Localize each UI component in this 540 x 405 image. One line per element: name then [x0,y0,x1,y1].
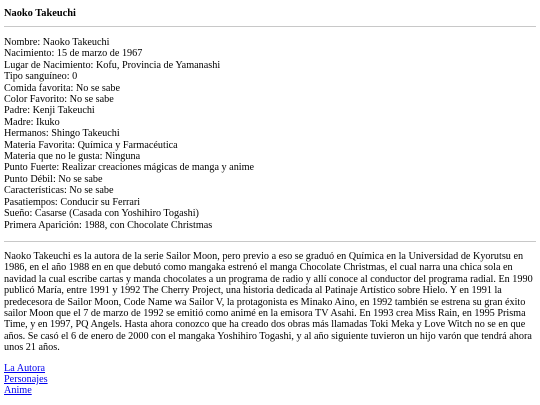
profile-list [4,37,536,231]
profile-label: Primera Aparición: [4,219,82,231]
profile-item [4,48,536,59]
profile-label: Color Favorito: [4,94,68,106]
profile-item [4,83,536,94]
profile-item [4,151,536,162]
profile-value: No se sabe [69,94,114,106]
profile-value: No se sabe [58,173,103,185]
profile-label: Materia Favorita: [4,139,76,151]
profile-label: Madre: [4,116,34,128]
profile-label: Sueño: [4,208,33,220]
profile-value: Naoko Takeuchi [42,37,110,48]
profile-label: Nombre: [4,37,41,48]
profile-label: Tipo sanguíneo: [4,71,70,83]
profile-label: Comida favorita: [4,82,74,94]
profile-label: Características: [4,185,67,197]
profile-item [4,185,536,196]
profile-value: Realizar creaciones mágicas de manga y anime [61,162,255,174]
biography-text: Naoko Takeuchi es la autora de la serie Sailor Moon, pero previo a eso se graduó en Química en la Universidad de Kyorutsu en 1986, en el año 1988 en en que debutó como mangaka estrenó el manga Chocolate Christmas, el cual narra una chica sola en navidad la cual escribe cartas y manda chocolates a un programa de radio y allí conoce al conductor del programa radial. En 1990 publicó María, entre 1991 y 1992 The Cherry Project, una historia dedicada al Patinaje Artístico sobre Hielo. Y en 1991 la predecesora de Sailor Moon, Code Name wa Sailor V, la protagonista es Minako Aino, en 1992 también se estrena su gran éxito sailor Moon que el 7 de marzo de 1992 se emitió como animé en la emisora TV Asahi. En 1993 crea Miss Rain, en 1995 Prisma Time, y en 1997, PQ Angels. Hasta ahora conozco que ha creado dos obras más llamadas Toki Meka y Love Witch no se en que años. Se casó el 6 de enero de 2000 con el mangaka Yoshihiro Togashi, y al año siguiente tuvieron un hijo varón que tendrá ahora unos 21 años. [4,250,533,354]
divider-middle [4,241,536,242]
link-personajes[interactable]: Personajes [4,373,48,385]
profile-item [4,94,536,105]
profile-value: No se sabe [69,185,114,197]
profile-label: Padre: [4,105,31,117]
profile-label: Lugar de Nacimiento: [4,59,94,71]
profile-value: 1988, con Chocolate Christmas [84,219,213,231]
profile-value: 15 de marzo de 1967 [56,48,143,60]
link-la-autora[interactable]: La Autora [4,362,46,374]
profile-item [4,117,536,128]
divider-top [4,26,536,27]
profile-value: No se sabe [75,82,121,94]
profile-value: 0 [72,71,78,83]
profile-item [4,37,536,48]
profile-label: Nacimiento: [4,48,55,60]
profile-value: Ikuko [35,116,60,128]
profile-item [4,60,536,71]
profile-item [4,208,536,219]
site-links [4,363,536,397]
profile-item [4,174,536,185]
profile-item [4,220,536,231]
profile-item [4,71,536,82]
page-title: Naoko Takeuchi [4,8,76,19]
profile-item [4,197,536,208]
profile-value: Kofu, Provincia de Yamanashi [95,59,221,71]
profile-item [4,105,536,116]
profile-value: Ninguna [105,151,141,163]
link-anime[interactable]: Anime [4,385,32,397]
profile-label: Hermanos: [4,128,49,140]
profile-value: Casarse (Casada con Yoshihiro Togashi) [34,208,199,220]
profile-value: Conducir su Ferrari [60,196,141,208]
profile-item [4,162,536,173]
profile-value: Shingo Takeuchi [51,128,120,140]
profile-label: Pasatiempos: [4,196,58,208]
profile-item [4,128,536,139]
profile-label: Materia que no le gusta: [4,151,103,163]
profile-label: Punto Débil: [4,173,56,185]
profile-value: Kenji Takeuchi [32,105,95,117]
profile-label: Punto Fuerte: [4,162,60,174]
profile-value: Química y Farmacéutica [77,139,178,151]
profile-item [4,140,536,151]
